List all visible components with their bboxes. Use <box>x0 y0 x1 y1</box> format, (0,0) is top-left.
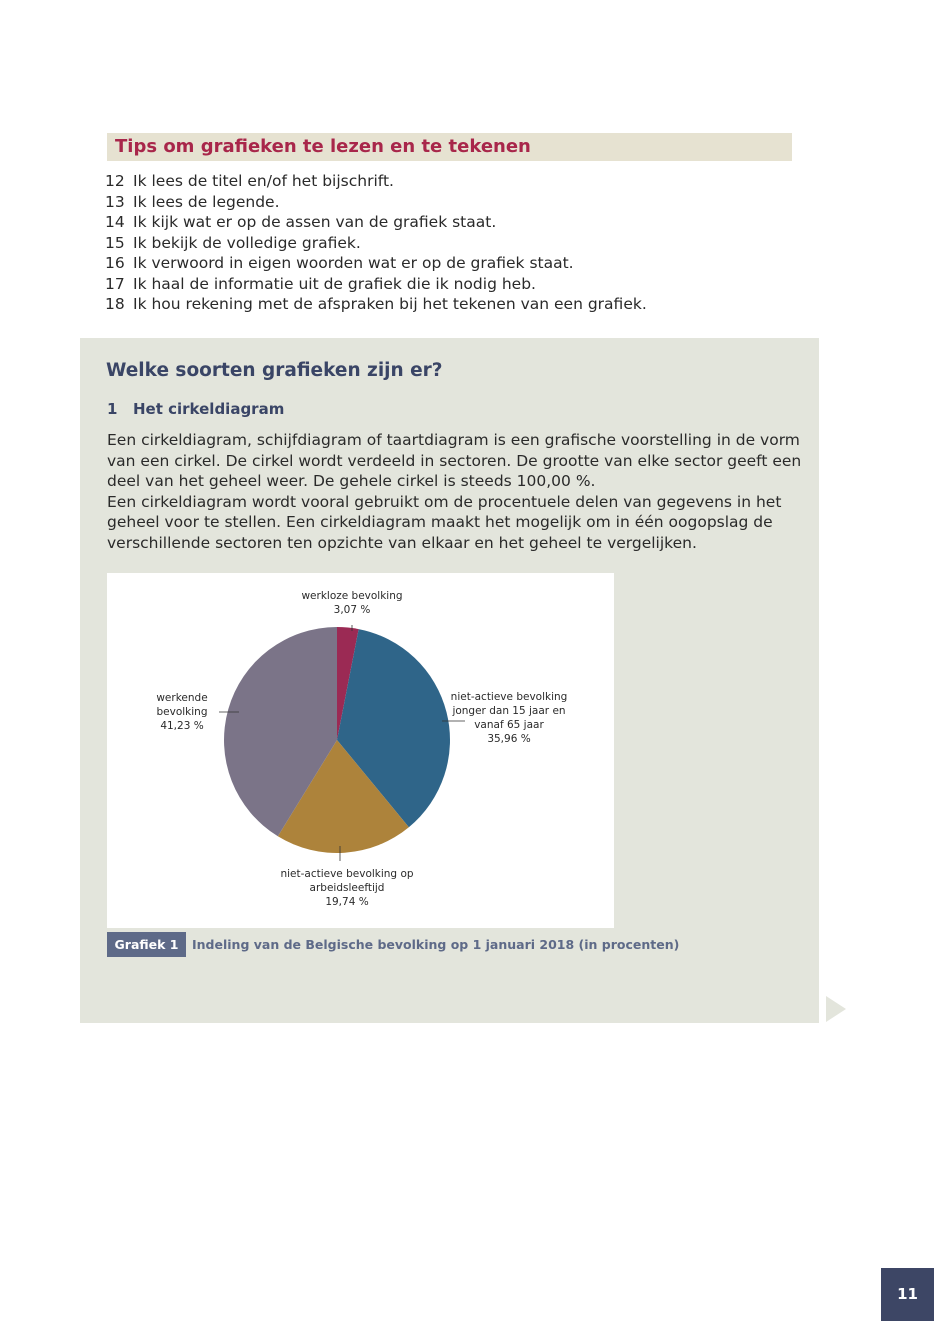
slice-label-line: 19,74 % <box>325 896 369 908</box>
slice-label-line: arbeidsleeftijd <box>309 882 385 894</box>
pie-chart <box>107 573 614 928</box>
pie-chart-box <box>107 573 614 928</box>
slice-label-line: niet-actieve bevolking op <box>280 868 414 880</box>
list-item-number: 12 <box>105 172 125 190</box>
slice-label-line: jonger dan 15 jaar en <box>452 705 566 717</box>
slice-label-line: 35,96 % <box>487 733 531 745</box>
next-arrow-icon <box>826 996 846 1022</box>
slice-label-niet-actieve-jong-oud <box>451 691 568 745</box>
slice-label-line: bevolking <box>156 706 208 718</box>
tips-title: Tips om grafieken te lezen en te tekenen <box>115 136 531 157</box>
slice-label-line: werkloze bevolking <box>301 590 403 602</box>
list-item <box>105 253 647 274</box>
list-item-text: Ik verwoord in eigen woorden wat er op de grafiek staat. <box>133 254 574 272</box>
tips-header-bar <box>107 133 792 161</box>
list-item-number: 18 <box>105 295 125 313</box>
list-item <box>105 233 647 254</box>
slice-label-line: niet-actieve bevolking <box>450 691 568 703</box>
list-item-text: Ik bekijk de volledige grafiek. <box>133 233 361 252</box>
tips-list <box>105 171 647 315</box>
info-panel <box>80 338 819 1023</box>
paragraph: Een cirkeldiagram wordt vooral gebruikt om de procentuele delen van gegevens in het geheel voor te stellen. Een cirkeldiagram maakt het mogelijk om in één oogopslag de verschillende sectoren ten opzichte van elkaar en het geheel te vergelijken. <box>107 492 782 552</box>
list-item <box>105 274 647 295</box>
slice-label-line: 41,23 % <box>160 720 204 732</box>
list-item-text: Ik lees de titel en/of het bijschrift. <box>133 172 394 190</box>
body-text <box>107 430 812 553</box>
paragraph: Een cirkeldiagram, schijfdiagram of taartdiagram is een grafische voorstelling in de vorm van een cirkel. De cirkel wordt verdeeld in sectoren. De grootte van elke sector geeft een deel van het geheel weer. De gehele cirkel is steeds 100,00 %. <box>107 431 802 490</box>
subsection-label: Het cirkeldiagram <box>133 400 285 418</box>
list-item-number: 14 <box>105 213 125 231</box>
page-number: 11 <box>881 1268 934 1321</box>
slice-label-line: vanaf 65 jaar <box>474 719 544 731</box>
caption-tag: Grafiek 1 <box>107 932 186 957</box>
list-item <box>105 294 647 315</box>
chart-caption <box>107 932 680 957</box>
list-item-number: 13 <box>105 192 125 211</box>
list-item-text: Ik kijk wat er op de assen van de grafiek staat. <box>133 213 497 231</box>
list-item-number: 16 <box>105 254 125 272</box>
list-item-number: 15 <box>105 233 125 252</box>
slice-label-line: werkende <box>156 692 208 704</box>
slice-label-werkloze-bevolking <box>301 590 402 616</box>
list-item-text: Ik hou rekening met de afspraken bij het tekenen van een grafiek. <box>133 295 647 313</box>
slice-label-werkende-bevolking <box>156 692 207 732</box>
list-item <box>105 171 647 192</box>
subsection-number: 1 <box>107 400 118 418</box>
list-item-text: Ik haal de informatie uit de grafiek die ik nodig heb. <box>133 274 536 293</box>
slice-label-line: 3,07 % <box>333 604 371 616</box>
subsection-title <box>107 400 284 418</box>
caption-text: Indeling van de Belgische bevolking op 1 januari 2018 (in procenten) <box>192 937 680 952</box>
slice-label-niet-actieve-arbeidsleeftijd <box>280 868 413 908</box>
list-item <box>105 192 647 213</box>
list-item-text: Ik lees de legende. <box>133 192 280 211</box>
list-item <box>105 212 647 233</box>
section-title: Welke soorten grafieken zijn er? <box>106 360 443 381</box>
list-item-number: 17 <box>105 274 125 293</box>
